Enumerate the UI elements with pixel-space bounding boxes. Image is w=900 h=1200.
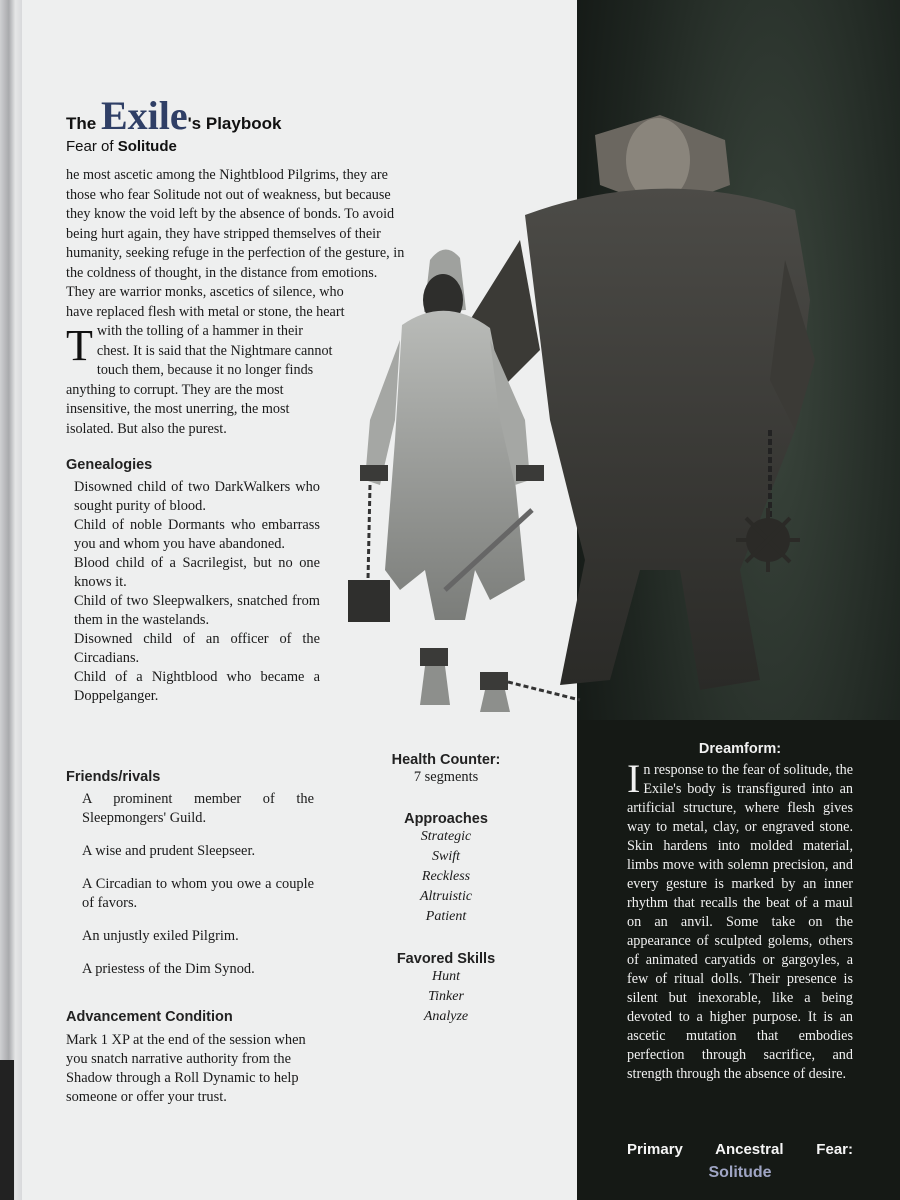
intro-paragraph bbox=[66, 166, 416, 446]
approaches-block bbox=[378, 811, 514, 927]
approach-item: Swift bbox=[431, 849, 460, 864]
skills-block bbox=[378, 951, 514, 1027]
friend-item: An unjustly exiled Pilgrim. bbox=[82, 928, 239, 944]
skills-heading: Favored Skills bbox=[396, 951, 496, 967]
dreamform-text bbox=[627, 756, 853, 1084]
approach-item: Reckless bbox=[421, 869, 471, 884]
title-exile: Exile bbox=[100, 93, 188, 138]
spine-shadow bbox=[0, 1060, 14, 1200]
friends-heading: Friends/rivals bbox=[66, 769, 161, 785]
approach-item: Patient bbox=[425, 909, 467, 924]
intro-text: he most ascetic among the Nightblood Pilgrims, they are those who fear Solitude not out of weakness, but because they know the void left by the absence of bonds. To avoid being hurt again, they have stripped themselves of their humanity, seeking refuge in the perfection of the gesture, in the coldness of thought, in the distance from emotions. They are warrior monks, ascetics of silence, who have replaced flesh with metal or stone, the heart with the tolling of a hammer in their chest. It is said that the Nightmare cannot touch them, because it no longer finds anything to corrupt. They are the most insensitive, the most unerring, the most isolated. But also the purest. bbox=[66, 167, 405, 437]
approaches-heading: Approaches bbox=[404, 811, 488, 827]
subtitle-prefix: Fear of bbox=[66, 138, 118, 155]
subtitle-fear: Solitude bbox=[117, 138, 177, 155]
dreamform-body: n response to the fear of solitude, the Exile's body is transfigured into an artificial structure, where flesh gives way to metal, clay, or engraved stone. Skin hardens into molded material, limbs move with solemn precision, and every gesture is marked by an inner rhythm that recalls the beat of a maul on an anvil. Some take on the appearance of sculpted golems, others of animated caryatids or gargoyles, a few of ritual dolls. Their presence is silent but inexorable, like a being devoted to a higher purpose. It is an ascetic mutation that embodies perfection through sacrifice, and strength through the absence of desire. bbox=[627, 762, 853, 1082]
health-block bbox=[378, 752, 514, 787]
advancement-text bbox=[66, 1031, 328, 1107]
genealogy-item: Disowned child of two DarkWalkers who sought purity of blood. bbox=[74, 479, 320, 514]
skill-item: Analyze bbox=[423, 1009, 469, 1024]
skill-item: Tinker bbox=[428, 989, 464, 1004]
genealogy-item: Child of a Nightblood who became a Doppelganger. bbox=[74, 669, 320, 704]
genealogies-heading: Genealogies bbox=[66, 457, 153, 473]
playbook-subtitle bbox=[66, 138, 177, 155]
advancement-heading: Advancement Condition bbox=[66, 1009, 233, 1025]
book-spine bbox=[0, 0, 22, 1200]
advancement-body: Mark 1 XP at the end of the session when you snatch narrative authority from the Shadow through a Roll Dynamic to help someone or offer your trust. bbox=[66, 1032, 306, 1105]
ancestral-fear-label: Primary Ancestral Fear: bbox=[627, 1141, 853, 1158]
intro-dropcap: T bbox=[66, 321, 93, 370]
friend-item: A priestess of the Dim Synod. bbox=[82, 961, 255, 977]
genealogy-item: Child of two Sleepwalkers, snatched from them in the wastelands. bbox=[74, 593, 320, 628]
friend-item: A prominent member of the Sleepmongers' Guild. bbox=[82, 791, 314, 826]
title-rest: 's Playbook bbox=[187, 114, 282, 133]
approach-item: Strategic bbox=[420, 829, 472, 844]
title-the: The bbox=[66, 114, 97, 133]
skill-item: Hunt bbox=[432, 969, 460, 984]
stats-column bbox=[378, 752, 514, 1051]
friend-item: A wise and prudent Sleepseer. bbox=[82, 843, 256, 859]
friend-item: A Circadian to whom you owe a couple of favors. bbox=[82, 876, 314, 911]
dreamform-dropcap: I bbox=[627, 756, 641, 801]
approach-item: Altruistic bbox=[419, 889, 473, 904]
exile-illustration bbox=[340, 100, 860, 720]
health-value: 7 segments bbox=[413, 769, 479, 785]
playbook-title bbox=[66, 92, 281, 139]
genealogy-item: Blood child of a Sacrilegist, but no one knows it. bbox=[74, 555, 320, 590]
health-heading: Health Counter: bbox=[391, 752, 501, 768]
dreamform-section bbox=[627, 741, 853, 1084]
dreamform-heading: Dreamform: bbox=[698, 741, 782, 757]
ancestral-fear-value: Solitude bbox=[708, 1164, 772, 1181]
friends-list bbox=[82, 790, 314, 993]
genealogies-list bbox=[74, 478, 320, 706]
golem-figure bbox=[470, 115, 815, 690]
genealogy-item: Child of noble Dormants who embarrass you and whom you have abandoned. bbox=[74, 517, 320, 552]
genealogy-item: Disowned child of an officer of the Circadians. bbox=[74, 631, 320, 666]
